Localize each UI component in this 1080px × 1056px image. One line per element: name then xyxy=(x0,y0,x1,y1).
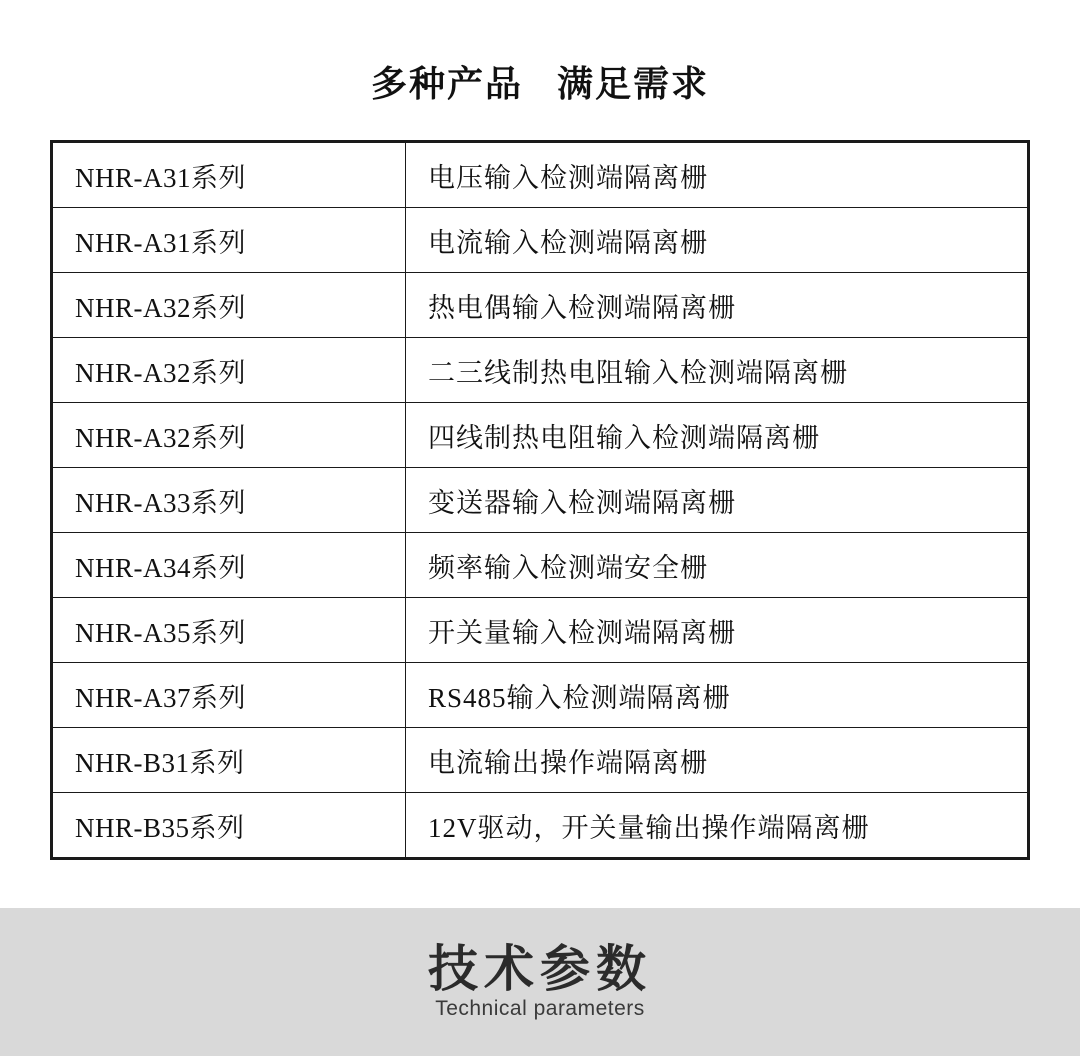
table-row xyxy=(52,728,1029,793)
product-description: 变送器输入检测端隔离栅 xyxy=(406,468,1029,533)
product-description: 四线制热电阻输入检测端隔离栅 xyxy=(406,403,1029,468)
product-description: 电流输入检测端隔离栅 xyxy=(406,208,1029,273)
page-title-part2: 满足需求 xyxy=(557,63,710,104)
table-row xyxy=(52,273,1029,338)
table-row xyxy=(52,793,1029,859)
product-code: NHR-A32系列 xyxy=(52,338,406,403)
product-description: RS485输入检测端隔离栅 xyxy=(406,663,1029,728)
product-description: 电压输入检测端隔离栅 xyxy=(406,142,1029,208)
page-title xyxy=(0,0,1080,105)
product-code: NHR-B35系列 xyxy=(52,793,406,859)
table-row xyxy=(52,663,1029,728)
table-row xyxy=(52,403,1029,468)
product-code: NHR-A32系列 xyxy=(52,273,406,338)
product-code: NHR-A32系列 xyxy=(52,403,406,468)
table-row xyxy=(52,338,1029,403)
product-code: NHR-A34系列 xyxy=(52,533,406,598)
product-description: 12V驱动，开关量输出操作端隔离栅 xyxy=(406,793,1029,859)
section-banner xyxy=(0,908,1080,1056)
table-row xyxy=(52,533,1029,598)
product-description: 二三线制热电阻输入检测端隔离栅 xyxy=(406,338,1029,403)
table-row xyxy=(52,598,1029,663)
page-title-part1: 多种产品 xyxy=(370,63,523,104)
product-code: NHR-B31系列 xyxy=(52,728,406,793)
product-description: 频率输入检测端安全栅 xyxy=(406,533,1029,598)
product-code: NHR-A33系列 xyxy=(52,468,406,533)
product-code: NHR-A31系列 xyxy=(52,142,406,208)
product-description: 开关量输入检测端隔离栅 xyxy=(406,598,1029,663)
product-code: NHR-A35系列 xyxy=(52,598,406,663)
product-description: 电流输出操作端隔离栅 xyxy=(406,728,1029,793)
product-table-body xyxy=(52,142,1029,859)
table-row xyxy=(52,468,1029,533)
table-row xyxy=(52,142,1029,208)
section-title-en: Technical parameters xyxy=(435,997,645,1021)
product-code: NHR-A37系列 xyxy=(52,663,406,728)
product-code: NHR-A31系列 xyxy=(52,208,406,273)
product-table-container xyxy=(50,140,1030,860)
product-table xyxy=(50,140,1030,860)
section-title-cn: 技术参数 xyxy=(428,940,652,997)
product-description: 热电偶输入检测端隔离栅 xyxy=(406,273,1029,338)
table-row xyxy=(52,208,1029,273)
